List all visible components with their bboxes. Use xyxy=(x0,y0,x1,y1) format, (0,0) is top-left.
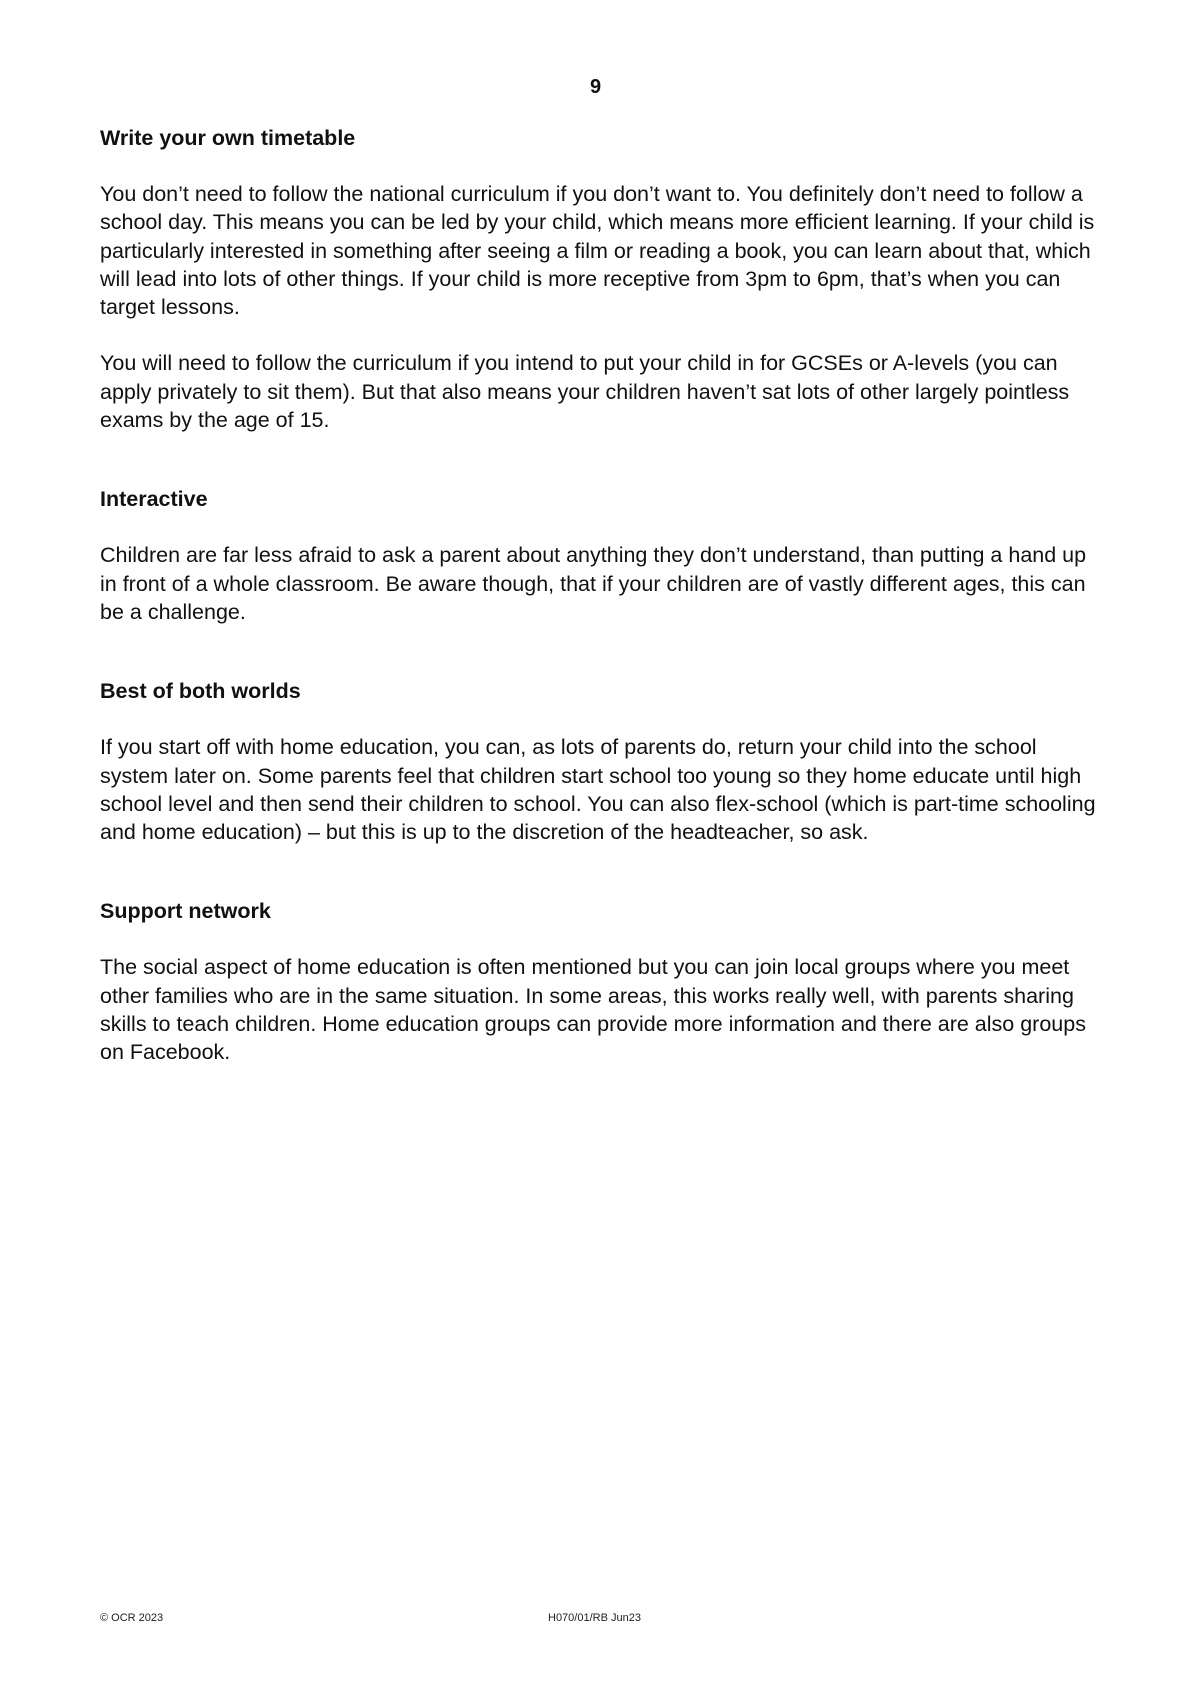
paragraph: If you start off with home education, you can, as lots of parents do, return your child into the school system later on. Some parents feel that children start school too young so they home educate until high school level and then send their children to school. You can also flex-school (which is part-time schooling and home education) – but this is up to the discretion of the headteacher, so ask. xyxy=(100,735,1096,845)
footer-document-code: H070/01/RB Jun23 xyxy=(548,1612,641,1624)
paragraph: You don’t need to follow the national curriculum if you don’t want to. You definitely don’t need to follow a school day. This means you can be led by your child, which means more efficient learning. If your child is particularly interested in something after seeing a film or reading a book, you can learn about that, which will lead into lots of other things. If your child is more receptive from 3pm to 6pm, that’s when you can target lessons. xyxy=(100,182,1095,320)
section-heading: Support network xyxy=(100,899,271,924)
section-heading: Interactive xyxy=(100,487,208,512)
paragraph: You will need to follow the curriculum if you intend to put your child in for GCSEs or A-levels (you can apply privately to sit them). But that also means your children haven’t sat lots of other largely pointless exams by the age of 15. xyxy=(100,351,1070,433)
paragraph: Children are far less afraid to ask a parent about anything they don’t understand, than putting a hand up in front of a whole classroom. Be aware though, that if your children are of vastly different ages, this can be a challenge. xyxy=(100,543,1087,624)
section-write-your-own-timetable xyxy=(100,124,1100,434)
section-heading: Write your own timetable xyxy=(100,126,356,150)
section-interactive xyxy=(100,485,1100,626)
page-number: 9 xyxy=(589,76,602,98)
article-body xyxy=(100,124,1100,1067)
paragraph: The social aspect of home education is often mentioned but you can join local groups where you meet other families who are in the same situation. In some areas, this works really well, with parents sharing skills to teach children. Home education groups can provide more information and there are also groups on Facebook. xyxy=(100,955,1086,1065)
section-heading: Best of both worlds xyxy=(100,679,301,704)
footer-copyright: © OCR 2023 xyxy=(100,1612,164,1624)
section-support-network xyxy=(100,897,1100,1066)
section-best-of-both-worlds xyxy=(100,677,1100,846)
